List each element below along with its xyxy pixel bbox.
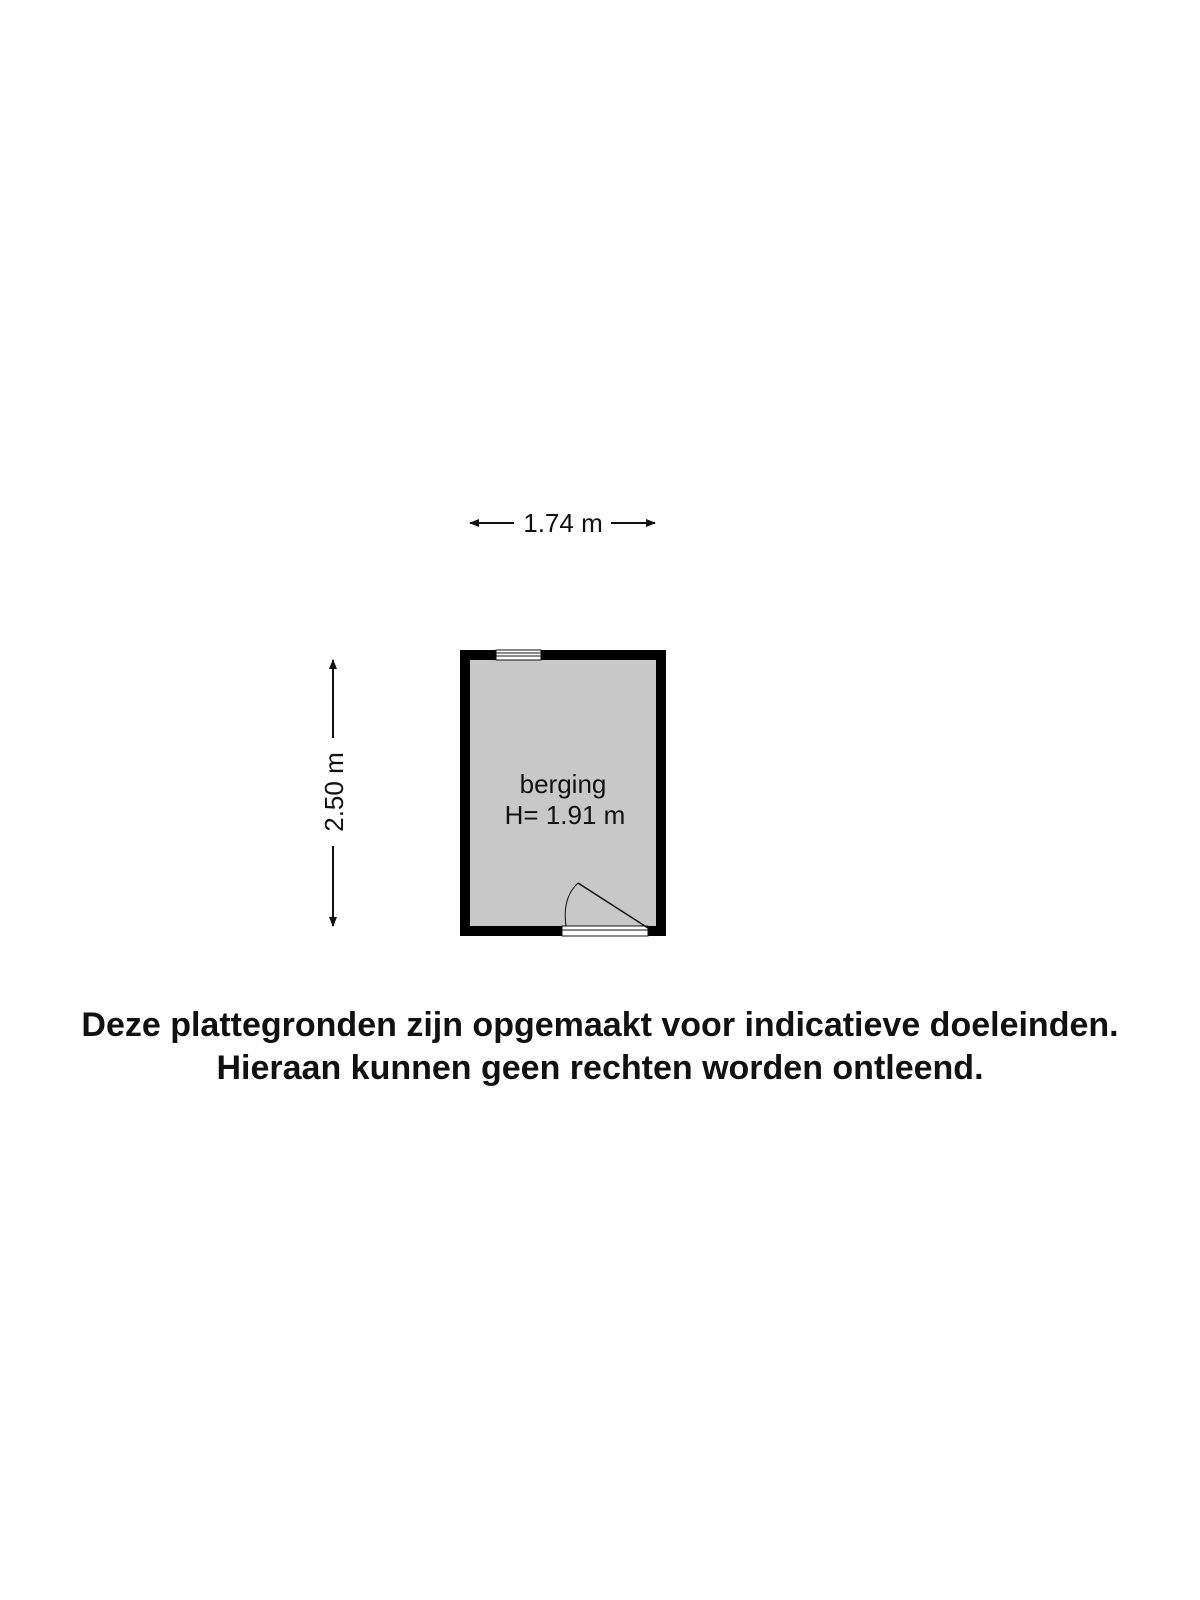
width-dimension — [470, 508, 655, 538]
room-name: berging — [519, 769, 607, 799]
disclaimer-line-2: Hieraan kunnen geen rechten worden ontleend. — [216, 1049, 984, 1087]
height-dimension — [319, 660, 349, 926]
width-dimension-label: 1.74 m — [523, 508, 603, 538]
room-berging — [460, 650, 666, 936]
disclaimer-line-1: Deze plattegronden zijn opgemaakt voor indicatieve doeleinden. — [81, 1006, 1119, 1044]
height-dimension-label: 2.50 m — [319, 752, 349, 832]
room-height: H= 1.91 m — [504, 800, 626, 830]
window — [496, 650, 541, 660]
